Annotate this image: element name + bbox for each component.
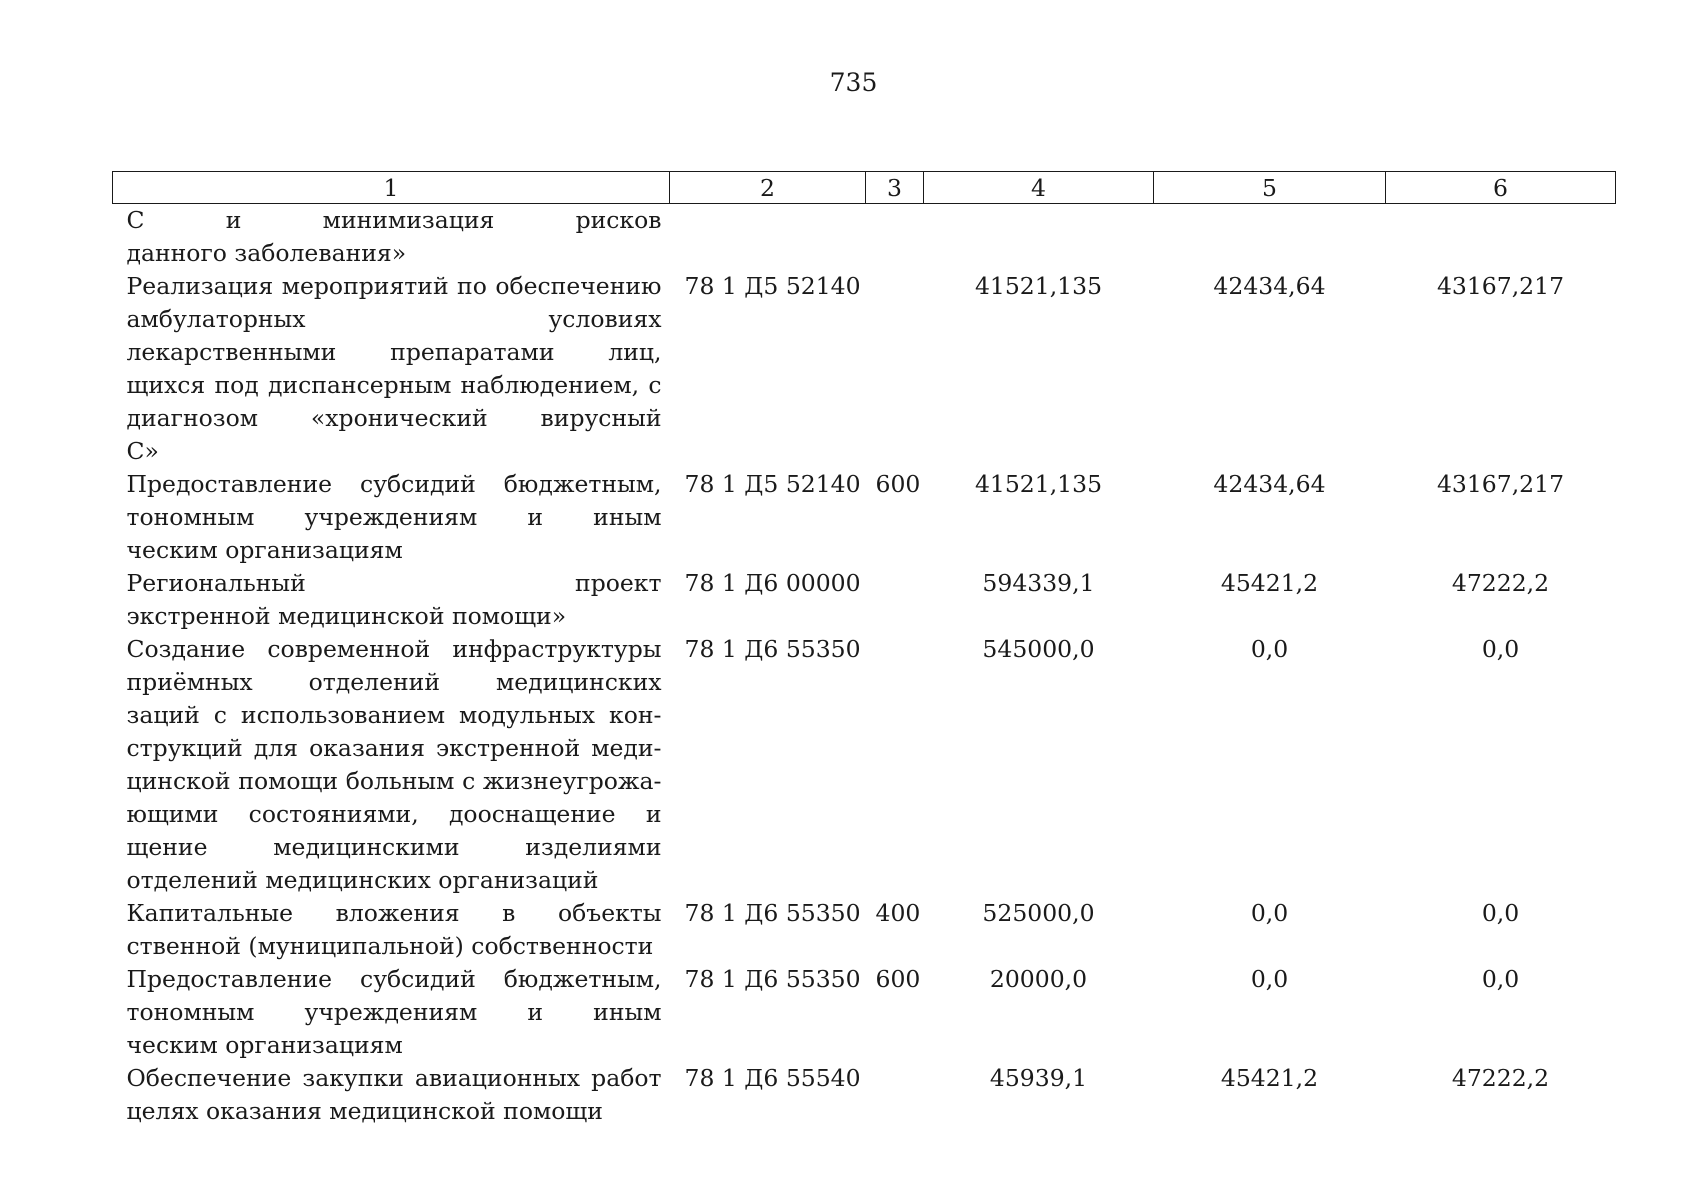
row-code-cell: 78 1 Д5 52140 <box>684 272 861 300</box>
row-name-cell <box>113 963 670 1062</box>
row-expense-kind-cell <box>866 567 924 633</box>
row-value-col5: 0,0 <box>1250 965 1289 993</box>
row-name-cell <box>113 468 670 567</box>
row-value-col4: 545000,0 <box>982 635 1095 663</box>
row-value-col6: 43167,217 <box>1436 470 1565 498</box>
column-header-1: 1 <box>113 172 670 204</box>
row-value-col6: 0,0 <box>1481 899 1520 927</box>
row-name-line: приёмных отделений медицинских <box>126 668 662 696</box>
row-value-col5: 45421,2 <box>1220 569 1319 597</box>
row-name-cell <box>113 270 670 468</box>
column-header-5: 5 <box>1154 172 1386 204</box>
row-name-cell <box>113 633 670 897</box>
row-value-col4: 45939,1 <box>989 1064 1088 1092</box>
row-name-line: С» <box>126 437 159 465</box>
row-value-col6: 47222,2 <box>1451 569 1550 597</box>
budget-table <box>112 171 1616 1128</box>
column-header-3: 3 <box>866 172 924 204</box>
row-name-line: С и минимизация рисков <box>126 206 662 234</box>
row-expense-kind-cell: 600 <box>875 470 921 498</box>
row-code-cell: 78 1 Д6 55540 <box>684 1064 861 1092</box>
row-name-line: струкций для оказания экстренной меди- <box>126 734 662 762</box>
row-name-line: тономным учреждениям и иным <box>126 503 662 531</box>
row-name-line: ческим организациям <box>126 1031 403 1059</box>
column-header-4: 4 <box>924 172 1154 204</box>
row-value-col5: 42434,64 <box>1213 272 1326 300</box>
row-value-col4: 594339,1 <box>982 569 1095 597</box>
row-name-line: ющими состояниями, дооснащение и <box>126 800 662 828</box>
row-value-col5: 42434,64 <box>1213 470 1326 498</box>
row-value-col6: 0,0 <box>1481 965 1520 993</box>
row-expense-kind-cell: 400 <box>875 899 921 927</box>
table-body <box>113 204 1616 1129</box>
row-expense-kind-cell <box>866 204 924 271</box>
table-row <box>113 270 1616 468</box>
row-name-line: лекарственными препаратами лиц, <box>126 338 662 366</box>
row-name-cell <box>113 897 670 963</box>
row-name-line: щение медицинскими изделиями <box>126 833 662 861</box>
page-number: 735 <box>829 68 878 97</box>
row-name-line: цинской помощи больным с жизнеугрожа- <box>126 767 662 795</box>
row-value-col5 <box>1154 204 1386 271</box>
row-name-line: целях оказания медицинской помощи <box>126 1097 603 1125</box>
row-name-line: данного заболевания» <box>126 239 407 267</box>
row-value-col4: 41521,135 <box>974 470 1103 498</box>
row-value-col6 <box>1386 204 1616 271</box>
row-expense-kind-cell <box>866 1062 924 1128</box>
row-name-line: Региональный проект <box>126 569 662 597</box>
row-name-line: заций с использованием модульных кон- <box>126 701 662 729</box>
row-name-line: амбулаторных условиях <box>126 305 662 333</box>
row-name-line: диагнозом «хронический вирусный <box>126 404 662 432</box>
column-header-2: 2 <box>670 172 866 204</box>
row-name-line: Реализация мероприятий по обеспечению <box>126 272 662 300</box>
row-name-line: отделений медицинских организаций <box>126 866 599 894</box>
row-value-col5: 0,0 <box>1250 635 1289 663</box>
row-name-line: Создание современной инфраструктуры <box>126 635 662 663</box>
table-row <box>113 1062 1616 1128</box>
column-number-header-row <box>113 172 1616 204</box>
row-name-line: щихся под диспансерным наблюдением, с <box>126 371 662 399</box>
row-name-cell <box>113 204 670 271</box>
row-name-line: экстренной медицинской помощи» <box>126 602 567 630</box>
row-code-cell: 78 1 Д6 55350 <box>684 899 861 927</box>
row-name-line: тономным учреждениям и иным <box>126 998 662 1026</box>
table-row <box>113 567 1616 633</box>
row-code-cell <box>670 204 866 271</box>
row-value-col6: 0,0 <box>1481 635 1520 663</box>
row-name-line: ческим организациям <box>126 536 403 564</box>
row-name-line: ственной (муниципальной) собственности <box>126 932 654 960</box>
row-value-col4: 20000,0 <box>989 965 1088 993</box>
column-header-6: 6 <box>1386 172 1616 204</box>
row-code-cell: 78 1 Д5 52140 <box>684 470 861 498</box>
row-code-cell: 78 1 Д6 55350 <box>684 635 861 663</box>
row-value-col6: 43167,217 <box>1436 272 1565 300</box>
row-name-line: Капитальные вложения в объекты <box>126 899 662 927</box>
table-row <box>113 633 1616 897</box>
table-row <box>113 963 1616 1062</box>
row-name-cell <box>113 1062 670 1128</box>
row-value-col4: 525000,0 <box>982 899 1095 927</box>
row-name-cell <box>113 567 670 633</box>
row-name-line: Предоставление субсидий бюджетным, <box>126 965 662 993</box>
row-value-col4: 41521,135 <box>974 272 1103 300</box>
row-expense-kind-cell <box>866 270 924 468</box>
row-code-cell: 78 1 Д6 55350 <box>684 965 861 993</box>
row-value-col6: 47222,2 <box>1451 1064 1550 1092</box>
row-value-col5: 0,0 <box>1250 899 1289 927</box>
row-name-line: Обеспечение закупки авиационных работ <box>126 1064 662 1092</box>
table-row <box>113 897 1616 963</box>
row-code-cell: 78 1 Д6 00000 <box>684 569 861 597</box>
row-name-line: Предоставление субсидий бюджетным, <box>126 470 662 498</box>
row-value-col4 <box>924 204 1154 271</box>
row-expense-kind-cell <box>866 633 924 897</box>
table-row <box>113 204 1616 271</box>
table-row <box>113 468 1616 567</box>
row-value-col5: 45421,2 <box>1220 1064 1319 1092</box>
row-expense-kind-cell: 600 <box>875 965 921 993</box>
